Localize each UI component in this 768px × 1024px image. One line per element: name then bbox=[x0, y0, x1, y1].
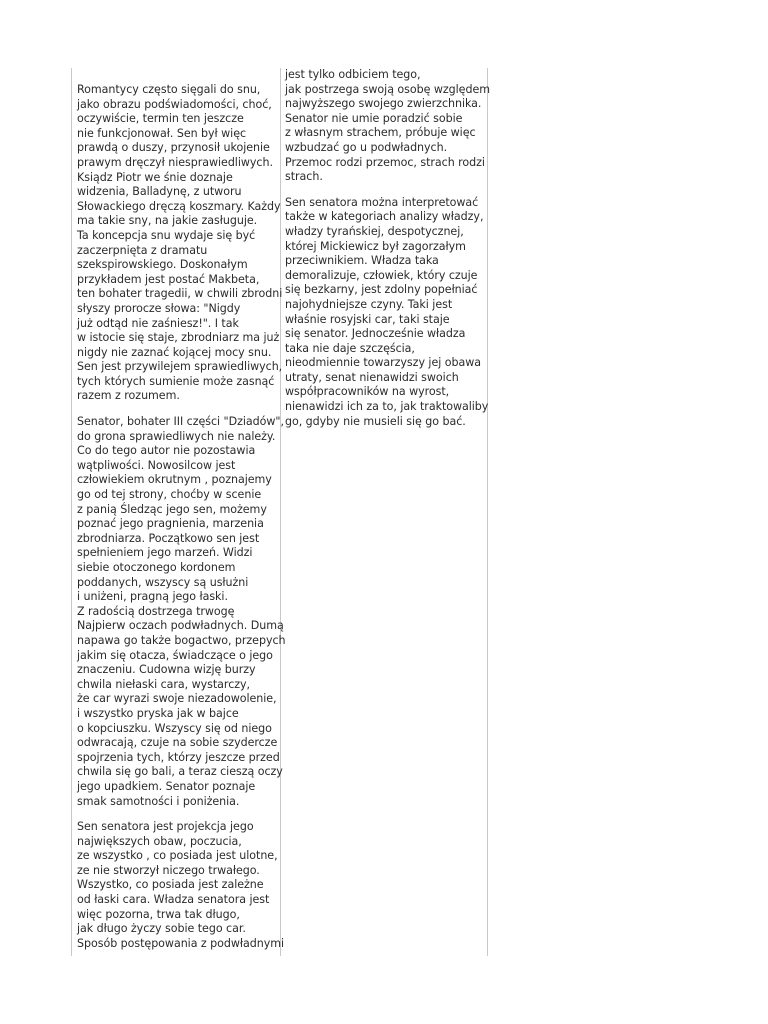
text-line: smak samotności i poniżenia. bbox=[77, 794, 240, 808]
paragraph-gap bbox=[77, 404, 286, 415]
text-line: Słowackiego dręczą koszmary. Każdy bbox=[77, 199, 281, 213]
text-line: nienawidzi ich za to, jak traktowaliby bbox=[285, 400, 489, 414]
text-line: poznać jego pragnienia, marzenia bbox=[77, 517, 264, 531]
text-line: jest tylko odbiciem tego, bbox=[285, 68, 421, 81]
text-line: Przemoc rodzi przemoc, strach rodzi bbox=[285, 155, 485, 169]
text-line: chwila się go bali, a teraz cieszą oczy bbox=[77, 765, 283, 779]
text-line: jak długo życzy sobie tego car. bbox=[77, 922, 246, 936]
text-line: taka nie daje szczęścia, bbox=[285, 341, 415, 355]
text-column-left bbox=[77, 83, 286, 951]
text-line: i wszystko pryska jak w bajce bbox=[77, 706, 239, 720]
paragraph bbox=[77, 820, 286, 951]
text-line: się bezkarny, jest zdolny popełniać bbox=[285, 283, 478, 297]
text-line: już odtąd nie zaśniesz!". I tak bbox=[77, 316, 239, 330]
text-line: przeciwnikiem. Władza taka bbox=[285, 254, 439, 268]
text-line: najwyższego swojego zwierzchnika. bbox=[285, 97, 482, 111]
text-line: siebie otoczonego kordonem bbox=[77, 561, 236, 574]
text-line: widzenia, Balladynę, z utworu bbox=[77, 185, 242, 199]
text-line: odwracają, czuje na sobie szydercze bbox=[77, 736, 278, 750]
text-line: ma takie sny, na jakie zasługuje. bbox=[77, 214, 258, 228]
text-line: jakim się otacza, świadczące o jego bbox=[77, 648, 273, 662]
paragraph bbox=[77, 415, 286, 809]
text-line: razem z rozumem. bbox=[77, 389, 180, 403]
text-line: nieodmiennie towarzyszy jej obawa bbox=[285, 356, 481, 370]
text-line: człowiekiem okrutnym , poznajemy bbox=[77, 473, 272, 487]
text-line: nigdy nie zaznać kojącej mocy snu. bbox=[77, 345, 272, 359]
text-line: ze nie stworzył niczego trwałego. bbox=[77, 863, 260, 877]
text-line: także w kategoriach analizy władzy, bbox=[285, 210, 484, 224]
text-line: Sen senatora jest projekcja jego bbox=[77, 820, 254, 834]
text-line: tych których sumienie może zasnąć bbox=[77, 374, 275, 388]
text-line: właśnie rosyjski car, taki staje bbox=[285, 312, 450, 326]
text-line: najohydniejsze czyny. Taki jest bbox=[285, 297, 453, 311]
text-line: Sen jest przywilejem sprawiedliwych, bbox=[77, 360, 283, 374]
text-line: i uniżeni, pragną jego łaski. bbox=[77, 590, 228, 604]
text-line: się senator. Jednocześnie władza bbox=[285, 327, 466, 341]
paragraph-gap bbox=[285, 185, 490, 196]
text-line: zaczerpnięta z dramatu bbox=[77, 243, 208, 257]
text-line: spełnieniem jego marzeń. Widzi bbox=[77, 546, 253, 560]
text-line: ten bohater tragedii, w chwili zbrodni bbox=[77, 287, 283, 301]
text-line: prawdą o duszy, przynosił ukojenie bbox=[77, 141, 270, 155]
text-column-right bbox=[285, 68, 490, 429]
text-line: ze wszystko , co posiada jest ulotne, bbox=[77, 849, 278, 863]
text-line: demoralizuje, człowiek, który czuje bbox=[285, 268, 478, 282]
text-line: w istocie się staje, zbrodniarz ma już bbox=[77, 331, 280, 345]
text-line: do grona sprawiedliwych nie należy. bbox=[77, 429, 276, 443]
text-line: wątpliwości. Nowosilcow jest bbox=[77, 458, 236, 472]
text-line: szekspirowskiego. Doskonałym bbox=[77, 258, 248, 272]
text-line: od łaski cara. Władza senatora jest bbox=[77, 893, 270, 907]
text-line: go, gdyby nie musieli się go bać. bbox=[285, 414, 466, 428]
text-line: spojrzenia tych, którzy jeszcze przed bbox=[77, 750, 280, 764]
text-line: oczywiście, termin ten jeszcze bbox=[77, 112, 244, 126]
paragraph-gap bbox=[77, 809, 286, 820]
text-line: z panią Śledząc jego sen, możemy bbox=[77, 502, 267, 516]
text-line: utraty, senat nienawidzi swoich bbox=[285, 370, 459, 384]
text-line: jak postrzega swoją osobę względem bbox=[285, 82, 490, 96]
text-line: Senator, bohater III części "Dziadów", bbox=[77, 415, 284, 429]
text-line: znaczeniu. Cudowna wizję burzy bbox=[77, 663, 256, 677]
text-line: Najpierw oczach podwładnych. Dumą bbox=[77, 619, 284, 633]
text-line: Ta koncepcja snu wydaje się być bbox=[77, 228, 256, 242]
text-line: Co do tego autor nie pozostawia bbox=[77, 444, 256, 458]
text-line: Sposób postępowania z podwładnymi bbox=[77, 936, 285, 950]
text-line: poddanych, wszyscy są usłużni bbox=[77, 575, 249, 589]
text-line: Ksiądz Piotr we śnie doznaje bbox=[77, 170, 233, 184]
paragraph bbox=[285, 196, 490, 430]
text-line: największych obaw, poczucia, bbox=[77, 834, 242, 848]
text-line: współpracowników na wyrost, bbox=[285, 385, 450, 399]
text-line: Sen senatora można interpretować bbox=[285, 195, 479, 209]
column-rule-left bbox=[71, 68, 72, 956]
text-line: napawa go także bogactwo, przepych bbox=[77, 633, 286, 647]
text-line: Z radością dostrzega trwogę bbox=[77, 604, 235, 618]
text-line: wzbudzać go u podwładnych. bbox=[285, 140, 448, 154]
paragraph bbox=[285, 68, 490, 185]
text-line: chwila niełaski cara, wystarczy, bbox=[77, 677, 251, 691]
text-line: że car wyrazi swoje niezadowolenie, bbox=[77, 692, 277, 706]
text-line: o kopciuszku. Wszyscy się od niego bbox=[77, 721, 272, 735]
text-line: której Mickiewicz był zagorzałym bbox=[285, 239, 466, 253]
text-line: jego upadkiem. Senator poznaje bbox=[77, 779, 256, 793]
paragraph bbox=[77, 83, 286, 404]
text-line: przykładem jest postać Makbeta, bbox=[77, 272, 260, 286]
text-line: jako obrazu podświadomości, choć, bbox=[77, 97, 272, 111]
text-line: Romantycy często sięgali do snu, bbox=[77, 83, 261, 96]
text-line: Wszystko, co posiada jest zależne bbox=[77, 878, 264, 892]
text-line: nie funkcjonował. Sen był więc bbox=[77, 126, 247, 140]
text-line: władzy tyrańskiej, despotycznej, bbox=[285, 224, 464, 238]
text-line: słyszy prorocze słowa: "Nigdy bbox=[77, 301, 241, 315]
text-line: z własnym strachem, próbuje więc bbox=[285, 126, 476, 140]
text-line: prawym dręczył niesprawiedliwych. bbox=[77, 155, 273, 169]
text-line: go od tej strony, choćby w scenie bbox=[77, 488, 262, 502]
text-line: więc pozorna, trwa tak długo, bbox=[77, 907, 240, 921]
text-line: strach. bbox=[285, 170, 323, 184]
text-line: Senator nie umie poradzić sobie bbox=[285, 111, 463, 125]
text-line: zbrodniarza. Początkowo sen jest bbox=[77, 531, 260, 545]
